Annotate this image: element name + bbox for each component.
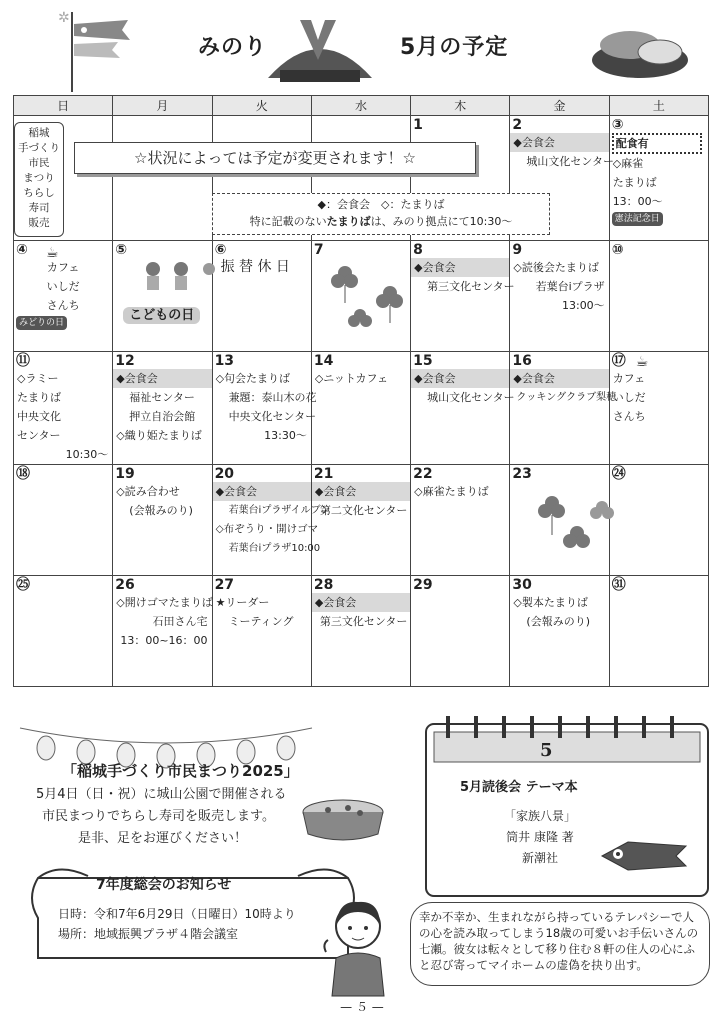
event-line: ◇ニットカフェ <box>314 372 388 385</box>
event-line: いしだ <box>612 391 646 404</box>
event-line: 押立自治会館 <box>129 410 196 423</box>
event-line: 若葉台iプラザイルブン <box>228 505 331 516</box>
notice-line: 手づくり <box>18 142 60 154</box>
event-line: ◆会食会 <box>510 133 608 152</box>
notice-line: 寿司 <box>28 202 50 214</box>
notice-line: まつり <box>23 172 55 184</box>
day-number: ⑰ <box>611 353 626 369</box>
book-info <box>480 806 600 869</box>
notice-line: 市民 <box>28 157 50 169</box>
day-cell-14 <box>311 352 410 465</box>
calendar-table <box>13 95 709 687</box>
weekday-sun: 日 <box>14 96 113 116</box>
schedule-change-banner: ☆状況によっては予定が変更されます！☆ <box>74 142 476 174</box>
event-line: カフェ <box>46 261 80 274</box>
event-line: ◇ラミー <box>17 372 59 385</box>
day-number: 12 <box>115 353 135 369</box>
event-line: 中央文化センター <box>228 410 317 423</box>
day-cell-24 <box>609 465 708 576</box>
legend-box <box>212 193 550 235</box>
legend-text: は、みのり拠点にて10:30～ <box>370 215 513 228</box>
festival-body <box>36 784 336 850</box>
day-cell-9 <box>510 241 609 352</box>
event-line: ◇製本たまりば <box>513 596 588 609</box>
day-number: 7 <box>313 242 324 258</box>
event-line: 若葉台iプラザ10:00 <box>228 543 321 554</box>
holiday-label: みどりの日 <box>16 316 67 330</box>
event-line: 13：00~16：00 <box>120 634 208 647</box>
day-number: 23 <box>512 466 532 482</box>
day-number: 9 <box>512 242 523 258</box>
week-row <box>14 465 709 576</box>
day-number: ⑱ <box>16 466 30 482</box>
day-number: 14 <box>313 353 334 369</box>
event-line: 中央文化 <box>17 410 61 423</box>
event-line: ◇織り姫たまりば <box>116 429 202 442</box>
header-title-left: みのり <box>198 35 268 60</box>
day-cell-13 <box>212 352 317 465</box>
event-line: 石田さん宅 <box>152 615 208 628</box>
day-cell-29 <box>411 576 510 687</box>
day-cell-19 <box>113 465 212 576</box>
event-line: ◇麻雀 <box>612 157 644 170</box>
book-heading: 5月読後会 テーマ本 <box>460 780 578 795</box>
day-cell-30 <box>510 576 609 687</box>
event-line: (会報みのり) <box>526 615 590 628</box>
weekday-mon: 月 <box>113 96 212 116</box>
carp-streamer-icon <box>598 836 698 876</box>
assembly-body <box>58 904 358 944</box>
day-number: 2 <box>512 117 523 133</box>
festival-title: 「稲城手づくり市民まつり2025」 <box>62 762 299 780</box>
clover-icon <box>320 259 420 339</box>
weekday-thu: 木 <box>411 96 510 116</box>
woman-illustration <box>318 896 400 996</box>
day-cell-27 <box>212 576 311 687</box>
assembly-date: 日時：令和7年6月29日（日曜日）10時より <box>58 907 296 921</box>
day-number: ⑪ <box>16 353 30 369</box>
event-line: たまりば <box>17 391 61 404</box>
book-title: 「家族八景」 <box>503 809 576 823</box>
day-number: 27 <box>214 577 235 593</box>
event-line: ◇麻雀たまりば <box>414 485 489 498</box>
event-line: (会報みのり) <box>129 504 193 517</box>
event-line: たまりば <box>612 176 657 189</box>
event-line: クッキングクラブ梨穂 <box>516 392 617 403</box>
day-number: 16 <box>512 353 532 369</box>
event-line: ◇布ぞうり・開けゴマ <box>215 523 319 535</box>
day-cell <box>113 116 212 241</box>
weekday-fri: 金 <box>510 96 609 116</box>
children-icon <box>133 259 223 299</box>
day-number: ㉔ <box>611 466 626 482</box>
samurai-helmet-icon <box>268 20 372 82</box>
notice-line: 販売 <box>28 217 50 229</box>
event-line: 福祉センター <box>129 391 195 404</box>
day-number: 26 <box>115 577 135 593</box>
day-number: ④ <box>16 242 28 258</box>
festival-line: 是非、足をお運びください！ <box>78 831 248 846</box>
kashiwa-mochi-icon <box>592 31 688 78</box>
event-line: ◆会食会 <box>312 593 410 612</box>
day-cell-8 <box>411 241 515 352</box>
week-row <box>14 241 709 352</box>
event-line: ★リーダー <box>215 596 270 609</box>
festival-notice <box>14 122 64 237</box>
day-cell-26 <box>113 576 212 687</box>
weekday-wed: 水 <box>311 96 410 116</box>
day-number: 15 <box>413 353 433 369</box>
event-line: ◇読み合わせ <box>116 485 180 498</box>
assembly-place: 場所：地域振興プラザ４階会議室 <box>58 927 239 941</box>
event-line: 10:30～ <box>65 448 109 461</box>
day-cell-3 <box>609 116 708 241</box>
day-cell-22 <box>411 465 510 576</box>
sushi-bowl-icon <box>298 794 388 844</box>
lantern-garland-icon <box>16 718 316 766</box>
day-cell-28 <box>311 576 410 687</box>
day-number: 20 <box>214 466 235 482</box>
day-cell-15 <box>411 352 515 465</box>
event-line: ◆会食会 <box>411 369 509 388</box>
day-number: ㉛ <box>611 577 626 593</box>
header-title-right: 5月の予定 <box>400 35 509 60</box>
day-number: ⑤ <box>115 242 128 258</box>
book-summary: 幸か不幸か、生まれながら持っているテレパシーで人の心を読み取ってしまう18歳の可愛いお手伝いさんの七瀬。彼女は転々として移り住む８軒の住人の心にふと忍び寄ってマイホームの虚偽を抉り出す。 <box>410 902 710 986</box>
day-cell-10 <box>609 241 708 352</box>
day-cell-5 <box>113 241 212 352</box>
event-line: ◇句会たまりば <box>215 372 291 385</box>
day-number: 19 <box>115 466 135 482</box>
day-number: 21 <box>313 466 334 482</box>
event-line: 第三文化センター <box>319 615 408 628</box>
event-line: 振 替 休 日 <box>220 259 290 275</box>
page-number: — ５ — <box>340 1000 384 1014</box>
event-line: ◆会食会 <box>213 482 311 501</box>
day-number: ㉕ <box>16 577 30 593</box>
day-cell-4 <box>14 241 113 352</box>
event-line: 13:00～ <box>561 299 605 312</box>
day-number: 13 <box>214 353 235 369</box>
day-cell-16 <box>510 352 617 465</box>
day-number: 29 <box>413 577 433 593</box>
day-number: 8 <box>413 242 423 258</box>
meal-delivery-badge: 配食有 <box>612 133 702 154</box>
carp-streamer-icon <box>72 12 130 92</box>
weekday-header <box>14 96 709 116</box>
event-line: さんち <box>612 410 646 423</box>
holiday-label: こどもの日 <box>123 307 200 324</box>
day-cell-23 <box>510 465 609 576</box>
day-cell-18 <box>14 465 113 576</box>
calendar-month-number: 5 <box>540 740 553 761</box>
event-line: ◆会食会 <box>113 369 211 388</box>
day-cell-11 <box>14 352 113 465</box>
event-line: ◇開けゴマたまりば <box>116 596 213 609</box>
day-cell-7 <box>311 241 410 352</box>
event-line: ◆会食会 <box>411 258 509 277</box>
event-line: さんち <box>46 299 80 312</box>
event-line: 第二文化センター <box>319 504 408 517</box>
holiday-label: 憲法記念日 <box>612 212 663 226</box>
festival-line: 市民まつりでちらし寿司を販売します。 <box>42 809 275 824</box>
day-number: 1 <box>413 117 423 133</box>
book-author: 筒井 康隆 著 <box>506 830 574 844</box>
legend-line-2 <box>213 213 549 230</box>
day-number: 30 <box>512 577 532 593</box>
event-line: ◇読後会たまりば <box>513 261 599 274</box>
coffee-cup-icon: ☕ <box>635 354 649 370</box>
weekday-sat: 土 <box>609 96 708 116</box>
day-number: ⑩ <box>611 242 624 258</box>
event-line: ミーティング <box>228 615 294 628</box>
day-cell-21 <box>311 465 410 576</box>
legend-line-1: ◆：会食会 ◇：たまりば <box>317 198 445 211</box>
event-line: いしだ <box>46 280 80 293</box>
day-cell-25 <box>14 576 113 687</box>
day-cell-12 <box>113 352 212 465</box>
event-line: 城山文化センター <box>427 391 515 404</box>
event-line: ◆会食会 <box>510 369 608 388</box>
clover-icon <box>522 485 622 565</box>
event-line: カフェ <box>612 372 646 385</box>
day-number: ⑥ <box>214 242 227 258</box>
notice-line: 稲城 <box>28 127 50 139</box>
day-number: ③ <box>611 117 624 133</box>
event-line: 13:30～ <box>264 429 307 442</box>
day-cell-17 <box>609 352 708 465</box>
coffee-cup-icon: ☕ <box>46 245 59 261</box>
legend-text: 特に記載のない <box>249 215 327 228</box>
week-row <box>14 576 709 687</box>
weekday-tue: 火 <box>212 96 311 116</box>
book-publisher: 新潮社 <box>521 851 558 865</box>
festival-line: 5月4日（日・祝）に城山公園で開催される <box>36 787 287 802</box>
header-decoration <box>0 0 724 95</box>
event-line: 若葉台iプラザ <box>535 280 605 293</box>
week-row <box>14 352 709 465</box>
event-line: センター <box>17 429 61 442</box>
day-cell-31 <box>609 576 708 687</box>
event-line: 第三文化センター <box>427 280 515 293</box>
day-cell-6 <box>212 241 311 352</box>
event-line: 城山文化センター <box>526 155 614 168</box>
assembly-title: 7年度総会のお知らせ <box>96 877 232 893</box>
notice-line: ちらし <box>23 187 55 199</box>
legend-bold: たまりば <box>326 215 371 228</box>
day-number: 28 <box>313 577 334 593</box>
event-line: 兼題：泰山木の花 <box>228 391 317 404</box>
event-line: 13：00～ <box>612 195 663 208</box>
day-number: 22 <box>413 466 433 482</box>
star-icon: ✲ <box>58 10 70 26</box>
event-line: ◆会食会 <box>312 482 410 501</box>
